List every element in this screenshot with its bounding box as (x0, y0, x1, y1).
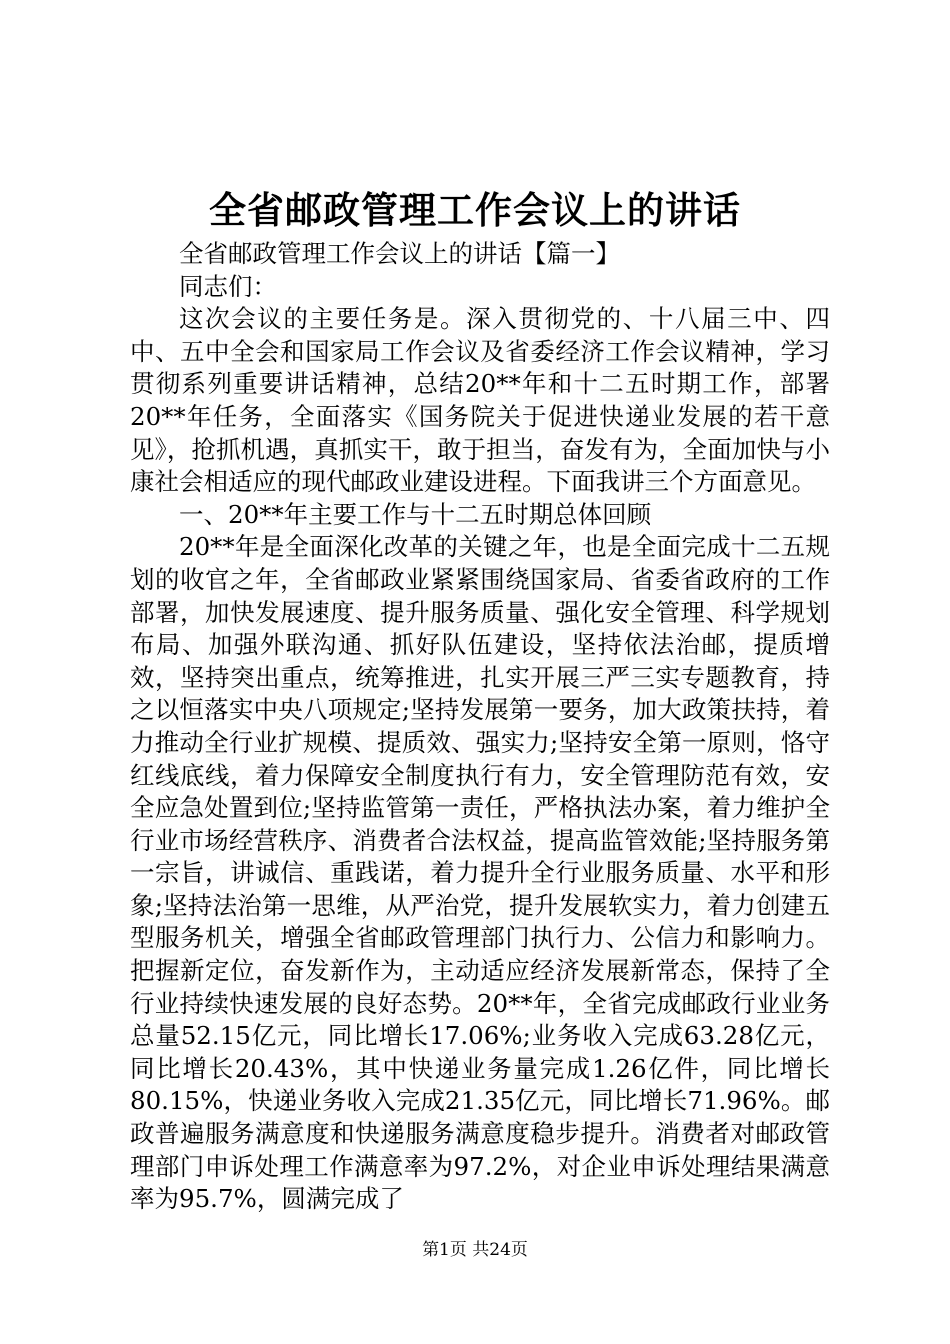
salutation: 同志们： (179, 271, 277, 301)
document-title: 全省邮政管理工作会议上的讲话 (209, 188, 741, 232)
page-number-footer: 第1页 共24页 (422, 1240, 528, 1260)
section-heading: 全省邮政管理工作会议上的讲话【篇一】 (179, 239, 620, 268)
paragraph: 这次会议的主要任务是。深入贯彻党的、十八届三中、四中、五中全会和国家局工作会议及省委经济工作会议精神，学习贯彻系列重要讲话精神，总结20**年和十二五时期工作，部署20**年任务，全面落实《国务院关于促进快递业发展的若干意见》，抢抓机遇，真抓实干，敢于担当，奋发有为，全面加快与小康社会相适应的现代邮政业建设进程。下面我讲三个方面意见。 (130, 304, 830, 497)
paragraph: 20**年是全面深化改革的关键之年，也是全面完成十二五规划的收官之年，全省邮政业紧紧围绕国家局、省委省政府的工作部署，加快发展速度、提升服务质量、强化安全管理、科学规划布局、加强外联沟通、抓好队伍建设，坚持依法治邮，提质增效，坚持突出重点，统筹推进，扎实开展三严三实专题教育，持之以恒落实中央八项规定;坚持发展第一要务，加大政策扶持，着力推动全行业扩规模、提质效、强实力;坚持安全第一原则，恪守红线底线，着力保障安全制度执行有力，安全管理防范有效，安全应急处置到位;坚持监管第一责任，严格执法办案，着力维护全行业市场经营秩序、消费者合法权益，提高监管效能;坚持服务第一宗旨，讲诚信、重践诺，着力提升全行业服务质量、水平和形象;坚持法治第一思维，从严治党，提升发展软实力，着力创建五型服务机关，增强全省邮政管理部门执行力、公信力和影响力。把握新定位，奋发新作为，主动适应经济发展新常态，保持了全行业持续快速发展的良好态势。20**年，全省完成邮政行业业务总量52.15亿元，同比增长17.06%;业务收入完成63.28亿元，同比增长20.43%，其中快递业务量完成1.26亿件，同比增长80.15%，快递业务收入完成21.35亿元，同比增长71.96%。邮政普遍服务满意度和快递服务满意度稳步提升。消费者对邮政管理部门申诉处理工作满意率为97.2%，对企业申诉处理结果满意率为95.7%，圆满完成了 (130, 532, 830, 1214)
section-heading: 一、20**年主要工作与十二五时期总体回顾 (179, 499, 652, 529)
document-body (130, 238, 830, 1216)
